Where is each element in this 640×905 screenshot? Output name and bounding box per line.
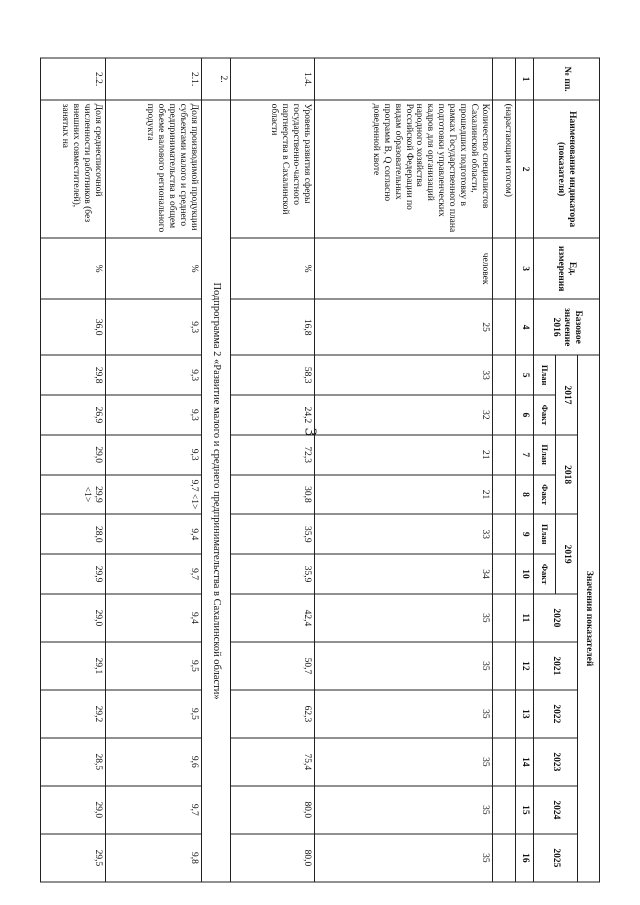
value-cell: 29,9 <1> xyxy=(41,475,106,515)
colnum-6: 6 xyxy=(516,395,534,435)
header-year-2024: 2024 xyxy=(534,786,578,834)
indicator-name: Уровень развития сферы государственно-частного партнерства в Сахалинской области xyxy=(231,100,315,238)
table-row xyxy=(41,58,106,882)
colnum-8: 8 xyxy=(516,475,534,515)
colnum-16: 16 xyxy=(516,834,534,882)
colnum-15: 15 xyxy=(516,786,534,834)
value-cell: 9,3 xyxy=(105,435,201,475)
value-cell: 21 xyxy=(315,435,493,475)
unit-cell: человек xyxy=(315,238,493,299)
page-number: 3 xyxy=(301,427,321,437)
value-cell: 28,0 xyxy=(41,514,106,554)
value-cell: 33 xyxy=(315,514,493,554)
base-cell xyxy=(492,299,515,355)
value-cell: 30,8 xyxy=(231,475,315,515)
table-row xyxy=(202,58,231,882)
value-cell: 62,3 xyxy=(231,690,315,738)
base-cell: 25 xyxy=(315,299,493,355)
value-cell: 9,6 xyxy=(105,738,201,786)
value-cell: 9,4 xyxy=(105,594,201,642)
row-no xyxy=(315,58,493,100)
value-cell: 35 xyxy=(315,786,493,834)
value-cell: 29,2 xyxy=(41,690,106,738)
value-cell: 35 xyxy=(315,594,493,642)
header-year-2020: 2020 xyxy=(534,594,578,642)
value-cell: 24,2 xyxy=(231,395,315,435)
header-plan-2019: План xyxy=(534,514,556,554)
value-cell: 21 xyxy=(315,475,493,515)
colnum-3: 3 xyxy=(516,238,534,299)
colnum-4: 4 xyxy=(516,299,534,355)
value-cell: 35 xyxy=(315,642,493,690)
value-cell: 75,4 xyxy=(231,738,315,786)
header-year-2025: 2025 xyxy=(534,834,578,882)
table-row xyxy=(315,58,493,882)
value-cell: 72,3 xyxy=(231,435,315,475)
row-no: 2.1. xyxy=(105,58,201,100)
indicator-name: Количество специалистов Сахалинской области, прошедших подготовку в рамках Государственного плана подготовки управленческих кадров для организаций народного хозяйства Российской Федерации по видам образовательных программ В, Q согласно доведенной квоте xyxy=(315,100,493,238)
value-cell: 29,0 xyxy=(41,435,106,475)
colnum-9: 9 xyxy=(516,514,534,554)
header-fact-2017: Факт xyxy=(534,395,556,435)
value-cell: 29,8 xyxy=(41,355,106,395)
unit-cell: % xyxy=(105,238,201,299)
colnum-7: 7 xyxy=(516,435,534,475)
header-year-2017: 2017 xyxy=(556,355,578,435)
colnum-14: 14 xyxy=(516,738,534,786)
value-cell: 35,9 xyxy=(231,554,315,594)
subprogram-title: Подпрограмма 2 «Развитие малого и среднего предпринимательства в Сахалинской области» xyxy=(202,100,231,882)
value-cell: 29,0 xyxy=(41,594,106,642)
value-cell: 9,7 xyxy=(105,786,201,834)
value-cell: 58,3 xyxy=(231,355,315,395)
table-row xyxy=(105,58,201,882)
row-no: 1.4. xyxy=(231,58,315,100)
value-cell: 80,0 xyxy=(231,786,315,834)
unit-cell: % xyxy=(231,238,315,299)
value-cell: 9,3 xyxy=(105,395,201,435)
colnum-5: 5 xyxy=(516,355,534,395)
header-year-2022: 2022 xyxy=(534,690,578,738)
colnum-11: 11 xyxy=(516,594,534,642)
value-cell: 9,7 <1> xyxy=(105,475,201,515)
value-cell: 35 xyxy=(315,690,493,738)
value-cell: 9,3 xyxy=(105,355,201,395)
unit-cell xyxy=(492,238,515,299)
indicator-name: (нарастающим итогом) xyxy=(492,100,515,238)
base-cell: 36,0 xyxy=(41,299,106,355)
row-no: 2. xyxy=(202,58,231,100)
value-cell: 34 xyxy=(315,554,493,594)
header-name: Наименование индикатора (показателя) xyxy=(534,100,600,238)
indicator-name: Доля производимой продукции субъектами малого и среднего предпринимательства в общем объеме валового регионального продукта xyxy=(105,100,201,238)
value-cell: 29,5 xyxy=(41,834,106,882)
value-cell: 9,4 xyxy=(105,514,201,554)
value-cell: 9,5 xyxy=(105,690,201,738)
base-cell: 9,3 xyxy=(105,299,201,355)
header-unit: Ед. измерения xyxy=(534,238,600,299)
colnum-1: 1 xyxy=(516,58,534,100)
header-fact-2019: Факт xyxy=(534,554,556,594)
header-values: Значения показателей xyxy=(578,355,600,882)
indicator-name: Доля среднесписочной численности работников (без внешних совместителей), занятых на xyxy=(41,100,106,238)
value-cell: 28,5 xyxy=(41,738,106,786)
value-cell: 26,9 xyxy=(41,395,106,435)
value-cell: 35,9 xyxy=(231,514,315,554)
base-cell: 16,8 xyxy=(231,299,315,355)
header-base: Базовое значение 2016 xyxy=(534,299,600,355)
unit-cell: % xyxy=(41,238,106,299)
value-cell: 29,1 xyxy=(41,642,106,690)
table-row xyxy=(231,58,315,882)
rotated-table-container xyxy=(40,58,600,883)
value-cell: 35 xyxy=(315,834,493,882)
value-cell: 42,4 xyxy=(231,594,315,642)
header-year-2018: 2018 xyxy=(556,435,578,515)
header-fact-2018: Факт xyxy=(534,475,556,515)
colnum-2: 2 xyxy=(516,100,534,238)
value-cell: 33 xyxy=(315,355,493,395)
colnum-13: 13 xyxy=(516,690,534,738)
indicators-table xyxy=(40,58,600,883)
value-cell: 9,7 xyxy=(105,554,201,594)
value-cell: 32 xyxy=(315,395,493,435)
row-no xyxy=(492,58,515,100)
table-row xyxy=(492,58,515,882)
row-no: 2.2. xyxy=(41,58,106,100)
value-cell: 29,0 xyxy=(41,786,106,834)
value-cell: 50,7 xyxy=(231,642,315,690)
value-cell: 35 xyxy=(315,738,493,786)
header-plan-2018: План xyxy=(534,435,556,475)
value-cell: 9,8 xyxy=(105,834,201,882)
header-no: № пп. xyxy=(534,58,600,100)
colnum-10: 10 xyxy=(516,554,534,594)
value-cell: 29,9 xyxy=(41,554,106,594)
value-cell: 9,5 xyxy=(105,642,201,690)
header-plan-2017: План xyxy=(534,355,556,395)
header-year-2021: 2021 xyxy=(534,642,578,690)
value-cell: 80,0 xyxy=(231,834,315,882)
header-year-2023: 2023 xyxy=(534,738,578,786)
colnum-12: 12 xyxy=(516,642,534,690)
header-year-2019: 2019 xyxy=(556,514,578,594)
